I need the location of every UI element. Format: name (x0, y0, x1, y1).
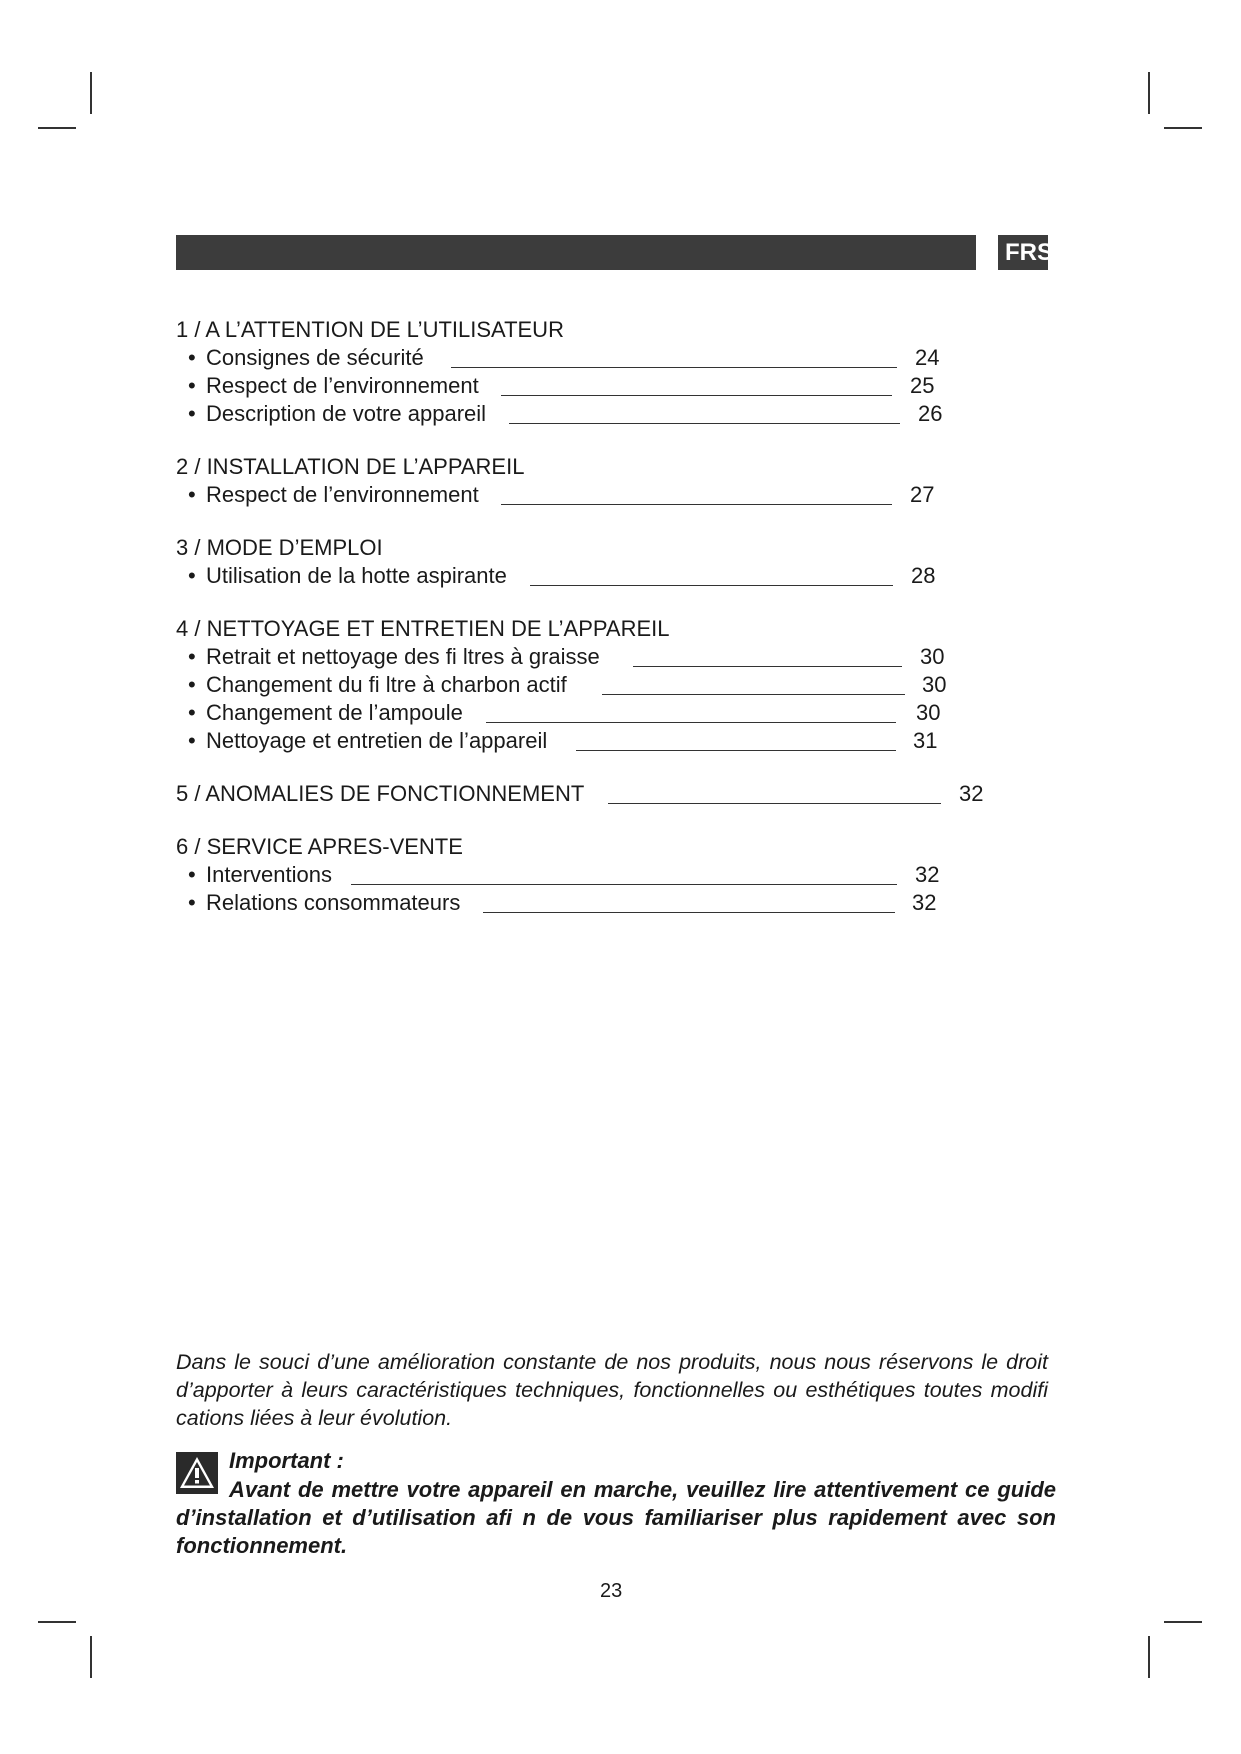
leader-line (530, 585, 893, 586)
crop-mark (38, 1621, 76, 1623)
leader-line (501, 504, 892, 505)
bullet: • (188, 728, 196, 753)
toc-entry (176, 481, 1056, 509)
leader-line (509, 423, 900, 424)
toc-entry-page: 30 (920, 644, 945, 669)
toc-section (176, 833, 1056, 917)
toc-entry-label: Description de votre appareil (206, 401, 487, 426)
toc-section-page: 32 (959, 781, 984, 806)
toc-section (176, 453, 1056, 509)
toc-entry-page: 24 (915, 345, 940, 370)
toc-entry (176, 671, 1056, 699)
toc-entry-label: Respect de l’environnement (206, 373, 479, 398)
bullet: • (188, 373, 196, 398)
crop-mark (1164, 1621, 1202, 1623)
language-tab-label: FRS (1005, 239, 1053, 266)
crop-mark (1148, 1636, 1150, 1678)
bullet: • (188, 345, 196, 370)
toc-entry-page: 25 (910, 373, 935, 398)
toc-section-title: 2 / INSTALLATION DE L’APPAREIL (176, 454, 525, 479)
toc-section (176, 780, 1056, 808)
leader-line (451, 367, 897, 368)
language-tab (998, 235, 1053, 270)
leader-line (483, 912, 895, 913)
important-text: Avant de mettre votre appareil en marche, veuillez lire attentivement ce guide d’installation et d’utilisation afi n de vous familiariser plus rapidement avec son fonctionnement. (176, 1477, 1056, 1558)
header-bar (176, 235, 976, 270)
bullet: • (188, 644, 196, 669)
toc-section-title: 5 / ANOMALIES DE FONCTIONNEMENT (176, 781, 585, 806)
toc-section-title: 1 / A L’ATTENTION DE L’UTILISATEUR (176, 317, 564, 342)
toc-entry-page: 27 (910, 482, 935, 507)
toc-entry-label: Retrait et nettoyage des fi ltres à graisse (206, 644, 600, 669)
leader-line (608, 803, 941, 804)
bullet: • (188, 401, 196, 426)
toc-section-title: 3 / MODE D’EMPLOI (176, 535, 383, 560)
crop-mark (90, 72, 92, 114)
leader-line (633, 666, 902, 667)
toc-section (176, 534, 1056, 590)
table-of-contents (176, 316, 1056, 942)
toc-entry-page: 30 (922, 672, 947, 697)
toc-entry (176, 372, 1056, 400)
toc-section-title: 6 / SERVICE APRES-VENTE (176, 834, 463, 859)
toc-entry-page: 30 (916, 700, 941, 725)
toc-section (176, 316, 1056, 428)
crop-mark (1148, 72, 1150, 114)
toc-entry-page: 26 (918, 401, 943, 426)
bullet: • (188, 700, 196, 725)
toc-entry-page: 32 (912, 890, 937, 915)
toc-entry (176, 699, 1056, 727)
crop-mark (90, 1636, 92, 1678)
toc-entry (176, 562, 1056, 590)
bullet: • (188, 672, 196, 697)
toc-entry (176, 889, 1056, 917)
toc-section-entry (176, 780, 1056, 808)
toc-entry-label: Changement du fi ltre à charbon actif (206, 672, 567, 697)
page-number: 23 (600, 1580, 623, 1602)
disclaimer-paragraph: Dans le souci d’une amélioration constante de nos produits, nous nous réservons le droit d’apporter à leurs caractéristiques techniques, fonctionnelles ou esthétiques toutes modifi cations liées à leur évolution. (176, 1350, 1048, 1430)
crop-mark (38, 127, 76, 129)
crop-mark (1164, 127, 1202, 129)
toc-entry-label: Utilisation de la hotte aspirante (206, 563, 507, 588)
toc-entry-page: 32 (915, 862, 940, 887)
bullet: • (188, 890, 196, 915)
toc-entry (176, 861, 1056, 889)
bullet: • (188, 563, 196, 588)
leader-line (501, 395, 892, 396)
toc-entry (176, 643, 1056, 671)
toc-entry-label: Nettoyage et entretien de l’appareil (206, 728, 548, 753)
toc-section-title: 4 / NETTOYAGE ET ENTRETIEN DE L’APPAREIL (176, 616, 670, 641)
toc-entry-page: 31 (913, 728, 938, 753)
leader-line (576, 750, 896, 751)
toc-entry (176, 400, 1056, 428)
bullet: • (188, 482, 196, 507)
toc-entry-label: Respect de l’environnement (206, 482, 479, 507)
leader-line (486, 722, 896, 723)
leader-line (602, 694, 905, 695)
leader-line (351, 884, 897, 885)
toc-entry-label: Consignes de sécurité (206, 345, 424, 370)
toc-entry-label: Interventions (206, 862, 332, 887)
toc-entry-label: Changement de l’ampoule (206, 700, 463, 725)
bullet: • (188, 862, 196, 887)
toc-entry-label: Relations consommateurs (206, 890, 461, 915)
toc-section (176, 615, 1056, 755)
toc-entry-page: 28 (911, 563, 936, 588)
toc-entry (176, 344, 1056, 372)
toc-entry (176, 727, 1056, 755)
important-title: Important : (229, 1448, 344, 1473)
